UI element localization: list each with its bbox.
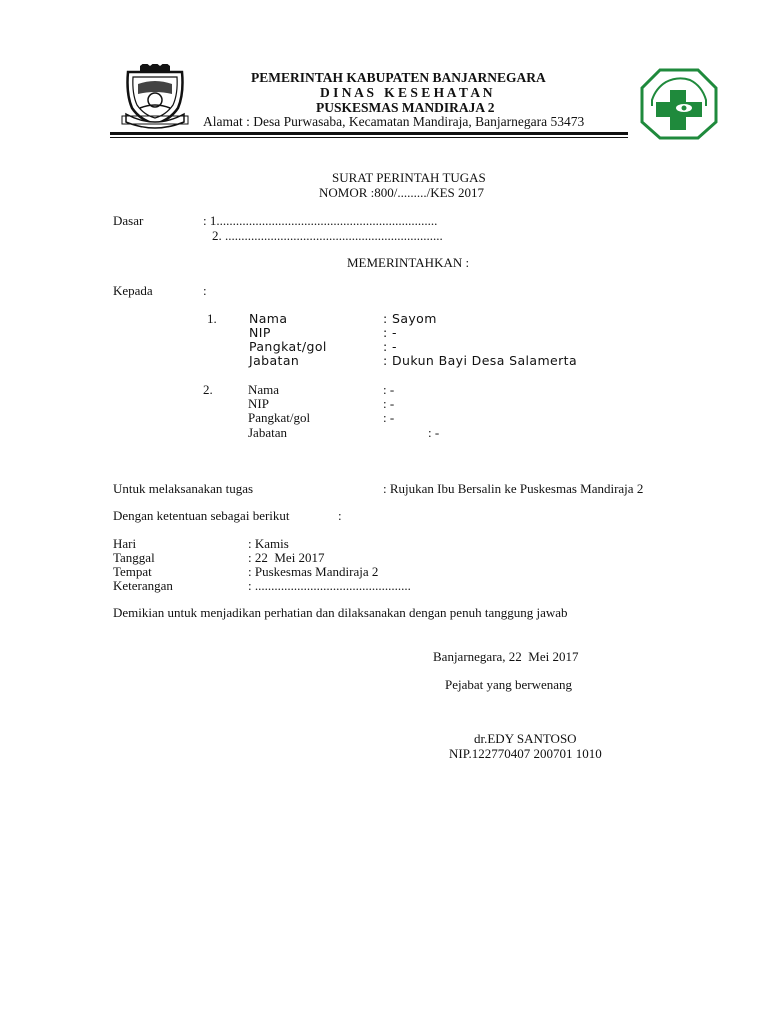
person1-jabatan-label: Jabatan	[249, 353, 300, 368]
keterangan-value: : ................................................	[248, 578, 411, 593]
letter-number: NOMOR :800/........./KES 2017	[319, 185, 485, 200]
person2-nama-label: Nama	[248, 382, 280, 397]
regency-emblem-icon	[118, 64, 192, 130]
letterhead-rule-thick	[110, 132, 628, 135]
tanggal-label: Tanggal	[113, 550, 155, 565]
person2-nip-value: : -	[383, 396, 395, 411]
signature-role: Pejabat yang berwenang	[445, 677, 573, 692]
tugas-value: : Rujukan Ibu Bersalin ke Puskesmas Mandiraja 2	[383, 481, 644, 496]
person2-nip-label: NIP	[248, 396, 269, 411]
tugas-label: Untuk melaksanakan tugas	[113, 481, 254, 496]
dasar-label: Dasar	[113, 213, 144, 228]
person1-number: 1.	[207, 311, 217, 326]
hari-label: Hari	[113, 536, 137, 551]
signature-place-date: Banjarnegara, 22 Mei 2017	[433, 649, 579, 664]
header-department: D I N A S K E S E H A T A N	[320, 85, 493, 100]
signatory-name: dr.EDY SANTOSO	[474, 731, 577, 746]
letterhead-rule-thin	[110, 137, 628, 138]
tempat-label: Tempat	[113, 564, 152, 579]
dasar-item-2: 2. ...................................................................	[212, 228, 443, 243]
kepada-label: Kepada	[113, 283, 153, 298]
memerintahkan-heading: MEMERINTAHKAN :	[347, 255, 470, 270]
signatory-nip: NIP.122770407 200701 1010	[449, 746, 602, 761]
person1-pangkat-value: : -	[383, 339, 397, 354]
header-puskesmas: PUSKESMAS MANDIRAJA 2	[316, 100, 495, 115]
ketentuan-label: Dengan ketentuan sebagai berikut	[113, 508, 290, 523]
person2-pangkat-value: : -	[383, 410, 395, 425]
header-government: PEMERINTAH KABUPATEN BANJARNEGARA	[251, 70, 546, 85]
person2-number: 2.	[203, 382, 213, 397]
person2-jabatan-value: : -	[428, 425, 440, 440]
hari-value: : Kamis	[248, 536, 289, 551]
puskesmas-logo-icon	[640, 68, 718, 140]
keterangan-label: Keterangan	[113, 578, 173, 593]
kepada-colon: :	[203, 283, 207, 298]
person1-nama-value: : Sayom	[383, 311, 437, 326]
person2-jabatan-label: Jabatan	[248, 425, 287, 440]
header-address: Alamat : Desa Purwasaba, Kecamatan Mandiraja, Banjarnegara 53473	[203, 114, 585, 129]
person1-pangkat-label: Pangkat/gol	[249, 339, 327, 354]
person1-nama-label: Nama	[249, 311, 288, 326]
person2-nama-value: : -	[383, 382, 395, 397]
closing-statement: Demikian untuk menjadikan perhatian dan dilaksanakan dengan penuh tanggung jawab	[113, 605, 568, 620]
tanggal-value: : 22 Mei 2017	[248, 550, 325, 565]
letter-title: SURAT PERINTAH TUGAS	[332, 170, 486, 185]
dasar-item-1: : 1....................................................................	[203, 213, 438, 228]
person1-jabatan-value: : Dukun Bayi Desa Salamerta	[383, 353, 578, 368]
ketentuan-colon: :	[338, 508, 342, 523]
person1-nip-label: NIP	[249, 325, 271, 340]
person1-nip-value: : -	[383, 325, 397, 340]
tempat-value: : Puskesmas Mandiraja 2	[248, 564, 379, 579]
person2-pangkat-label: Pangkat/gol	[248, 410, 311, 425]
